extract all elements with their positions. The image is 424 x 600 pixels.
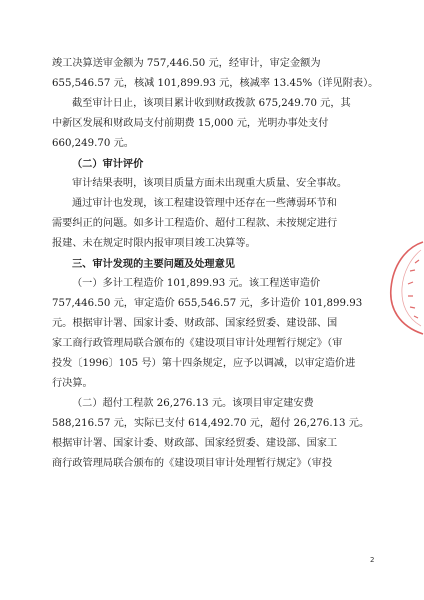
text-line: 投发〔1996〕105 号）第十四条规定，应予以调减，以审定造价进 (52, 358, 356, 369)
text-line: 审计结果表明，该项目质量方面未出现重大质量、安全事故。 (72, 178, 348, 189)
text-line: 报建、未在规定时限内报审项目竣工决算等。 (52, 238, 256, 249)
text-line: 家工商行政管理局联合颁布的《建设项目审计处理暂行规定》（审 (52, 338, 343, 349)
text-line: 根据审计署、国家计委、财政部、国家经贸委、建设部、国家工 (52, 438, 338, 449)
text-line: 中新区发展和财政局支付前期费 15,000 元，光明办事处支付 (52, 118, 329, 129)
text-line: 商行政管理局联合颁布的《建设项目审计处理暂行规定》（审投 (52, 458, 333, 469)
text-line: 截至审计日止，该项目累计收到财政拨款 675,249.70 元，其 (72, 98, 351, 109)
text-line: 通过审计也发现，该工程建设管理中还存在一些薄弱环节和 (72, 198, 337, 209)
body-text (52, 54, 378, 474)
text-line: 需要纠正的问题。如多计工程造价、超付工程款、未按规定进行 (52, 218, 338, 229)
text-line: 元。根据审计署、国家计委、财政部、国家经贸委、建设部、国 (52, 318, 338, 329)
page-number: 2 (370, 556, 375, 564)
text-line: （一）多计工程造价 101,899.93 元。该工程送审造价 (72, 278, 321, 289)
section-heading: 三、审计发现的主要问题及处理意见 (72, 258, 235, 270)
text-line: 660,249.70 元。 (52, 138, 134, 149)
text-line: 行决算。 (52, 378, 93, 389)
red-seal-stamp (385, 238, 424, 338)
section-heading: （二）审计评价 (72, 158, 144, 170)
text-line: 655,546.57 元，核减 101,899.93 元，核减率 13.45%（详见附表）。 (52, 78, 379, 89)
text-line: 757,446.50 元，审定造价 655,546.57 元，多计造价 101,899.93 (52, 298, 363, 309)
text-line: （二）超付工程款 26,276.13 元。该项目审定建安费 (72, 398, 314, 409)
text-line: 588,216.57 元，实际已支付 614,492.70 元，超付 26,276.13 元。 (52, 418, 370, 429)
text-line: 竣工决算送审金额为 757,446.50 元，经审计，审定金额为 (52, 58, 321, 69)
